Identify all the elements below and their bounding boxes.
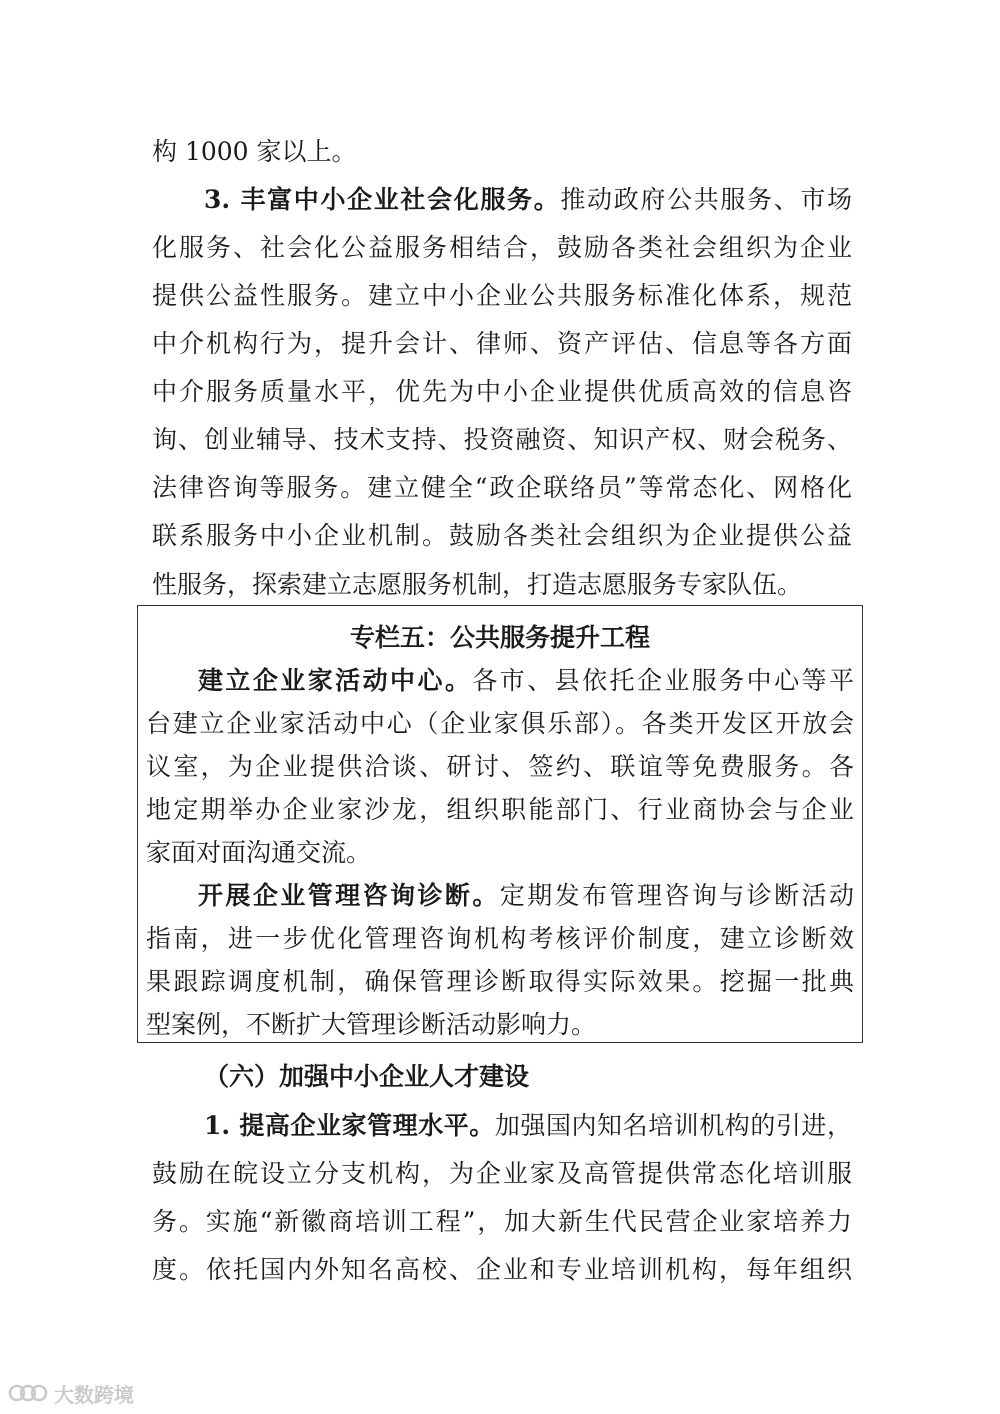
- box-line: 议室，为企业提供洽谈、研讨、签约、联谊等免费服务。各: [146, 752, 854, 781]
- box-item-2-heading: 开展企业管理咨询诊断。: [198, 881, 500, 910]
- paragraph-line: 中介机构行为，提升会计、律师、资产评估、信息等各方面: [152, 329, 852, 358]
- watermark-text: 大数跨境: [54, 1382, 134, 1407]
- section-6-1-first-line: [204, 1106, 852, 1146]
- section-6-1-heading: 1. 提高企业家管理水平。: [204, 1111, 495, 1140]
- box-item-2-first-line: [198, 876, 854, 916]
- section-3-first-line: [204, 180, 852, 220]
- paragraph-line: 度。依托国内外知名高校、企业和专业培训机构，每年组织: [152, 1255, 852, 1284]
- paragraph-line: 提供公益性服务。建立中小企业公共服务标准化体系，规范: [152, 281, 852, 310]
- box-line: 指南，进一步优化管理咨询机构考核评价制度，建立诊断效: [146, 924, 854, 953]
- box-line: 台建立企业家活动中心（企业家俱乐部）。各类开发区开放会: [146, 709, 854, 738]
- paragraph-line: 中介服务质量水平，优先为中小企业提供优质高效的信息咨: [152, 377, 852, 406]
- box-item-2-text: 定期发布管理咨询与诊断活动: [499, 881, 854, 910]
- column-box: [137, 605, 863, 1043]
- column-box-title: 专栏五：公共服务提升工程: [349, 623, 650, 652]
- section-3-heading: 3. 丰富中小企业社会化服务。: [204, 185, 561, 214]
- box-item-1-heading: 建立企业家活动中心。: [198, 666, 473, 695]
- watermark: [8, 1378, 134, 1408]
- section-6-1-text: 加强国内知名培训机构的引进，: [494, 1111, 852, 1140]
- box-item-1-text: 各市、县依托企业服务中心等平: [472, 666, 854, 695]
- box-item-1-first-line: [198, 661, 854, 701]
- paragraph-line: 务。实施“新徽商培训工程”，加大新生代民营企业家培养力: [152, 1207, 852, 1236]
- paragraph-line: 构 1000 家以上。: [152, 137, 357, 166]
- box-line: 家面对面沟通交流。: [146, 838, 372, 867]
- section-3-text: 推动政府公共服务、市场: [560, 185, 852, 214]
- box-line: 果跟踪调度机制，确保管理诊断取得实际效果。挖掘一批典: [146, 967, 854, 996]
- box-line: 地定期举办企业家沙龙，组织职能部门、行业商协会与企业: [146, 795, 854, 824]
- section-6-heading: （六）加强中小企业人才建设: [204, 1062, 530, 1091]
- box-line: 型案例，不断扩大管理诊断活动影响力。: [146, 1010, 597, 1039]
- paragraph-line: 法律咨询等服务。建立健全“政企联络员”等常态化、网格化: [152, 473, 852, 502]
- paragraph-line: 联系服务中小企业机制。鼓励各类社会组织为企业提供公益: [152, 521, 852, 550]
- paragraph-line: 鼓励在皖设立分支机构，为企业家及高管提供常态化培训服: [152, 1159, 852, 1188]
- paragraph-line: 询、创业辅导、技术支持、投资融资、知识产权、财会税务、: [152, 425, 852, 454]
- paragraph-line: 化服务、社会化公益服务相结合，鼓励各类社会组织为企业: [152, 233, 852, 262]
- paragraph-line: 性服务，探索建立志愿服务机制，打造志愿服务专家队伍。: [152, 570, 803, 599]
- logo-icon: [8, 1380, 48, 1406]
